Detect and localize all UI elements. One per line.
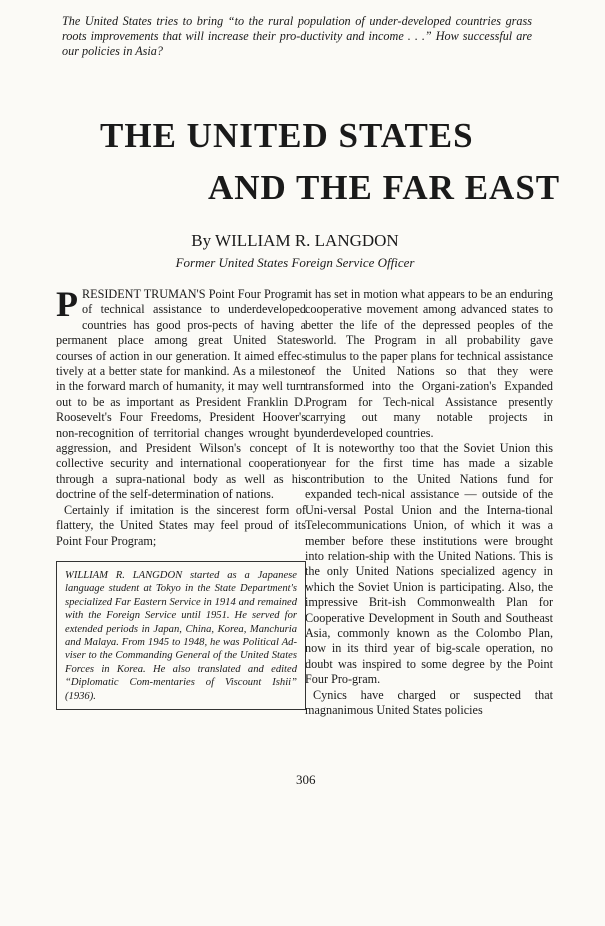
- paragraph-3: it has set in motion what appears to be an enduring cooperative movement among advanced states to better the life of the depressed peoples of the world. The Program in all probability gave stimulus to the paper plans for technical assistance of the United Nations so that they were transformed into the Organi-zation's Expanded Program for Tech-nical Assistance presently carrying out many notable projects in underdeveloped countries.: [305, 287, 553, 440]
- title-line-2: AND THE FAR EAST: [208, 168, 561, 207]
- byline: By WILLIAM R. LANGDON: [191, 231, 399, 250]
- left-column: [56, 284, 306, 710]
- intro-deck: [62, 14, 532, 59]
- paragraph-4: It is noteworthy too that the Soviet Union this year for the first time has made a sizable contribution to the United Nations fund for expanded tech-nical assistance — outside of the Uni-versal Postal Union and the Interna-tional Telecommunications Union, of which it was a member before these institutions were brought into relation-ship with the United Nations. This is the only United Nations specialized agency in which the Soviet Union is participating. Also, the impressive Brit-ish Commonwealth Plan for Cooperative Development in South and Southeast Asia, commonly known as the Colombo Plan, now in its third year of big-scale operation, no doubt was inspired to some degree by the Point Four Pro-gram.: [305, 441, 553, 687]
- author-bio-box: WILLIAM R. LANGDON started as a Japanese language student at Tokyo in the State Department's specialized Far Eastern Service in 1914 and remained with the Foreign Service until 1951. He served for extended periods in Japan, China, Korea, Manchuria and Malaya. From 1945 to 1948, he was Political Ad-viser to the Commanding General of the United States Forces in Korea. He also translated and edited “Diplomatic Com-mentaries of Viscount Ishii” (1936).: [56, 561, 306, 710]
- page-number: 306: [296, 772, 316, 787]
- paragraph-1-text: RESIDENT TRUMAN'S Point Four Program of technical assistance to underdeveloped countries has good pros-pects of having a permanent place among great United States courses of action in our generation. It aimed effec-tively at a better state for mankind. As a milestone in the forward march of humanity, it may well turn out to be as important as President Franklin D. Roosevelt's Four Freedoms, President Hoover's non-recognition of territorial changes wrought by aggression, and President Wilson's concept of collective security and international cooperation through a supra-national body as well as his doctrine of the self-determination of nations.: [56, 287, 306, 502]
- intro-text: The United States tries to bring “to the rural population of under-developed countries grass roots improvements that will increase their pro-ductivity and income . . .” How successful are our policies in Asia?: [62, 14, 532, 58]
- paragraph-5: Cynics have charged or suspected that magnanimous United States policies: [305, 687, 553, 717]
- drop-cap: P: [56, 284, 78, 324]
- paragraph-1: [56, 284, 306, 503]
- title-line-1: THE UNITED STATES: [100, 116, 474, 155]
- right-column: [305, 287, 553, 718]
- paragraph-2: Certainly if imitation is the sincerest form of flattery, the United States may feel proud of its Point Four Program;: [56, 502, 306, 548]
- author-affiliation: Former United States Foreign Service Officer: [175, 255, 415, 270]
